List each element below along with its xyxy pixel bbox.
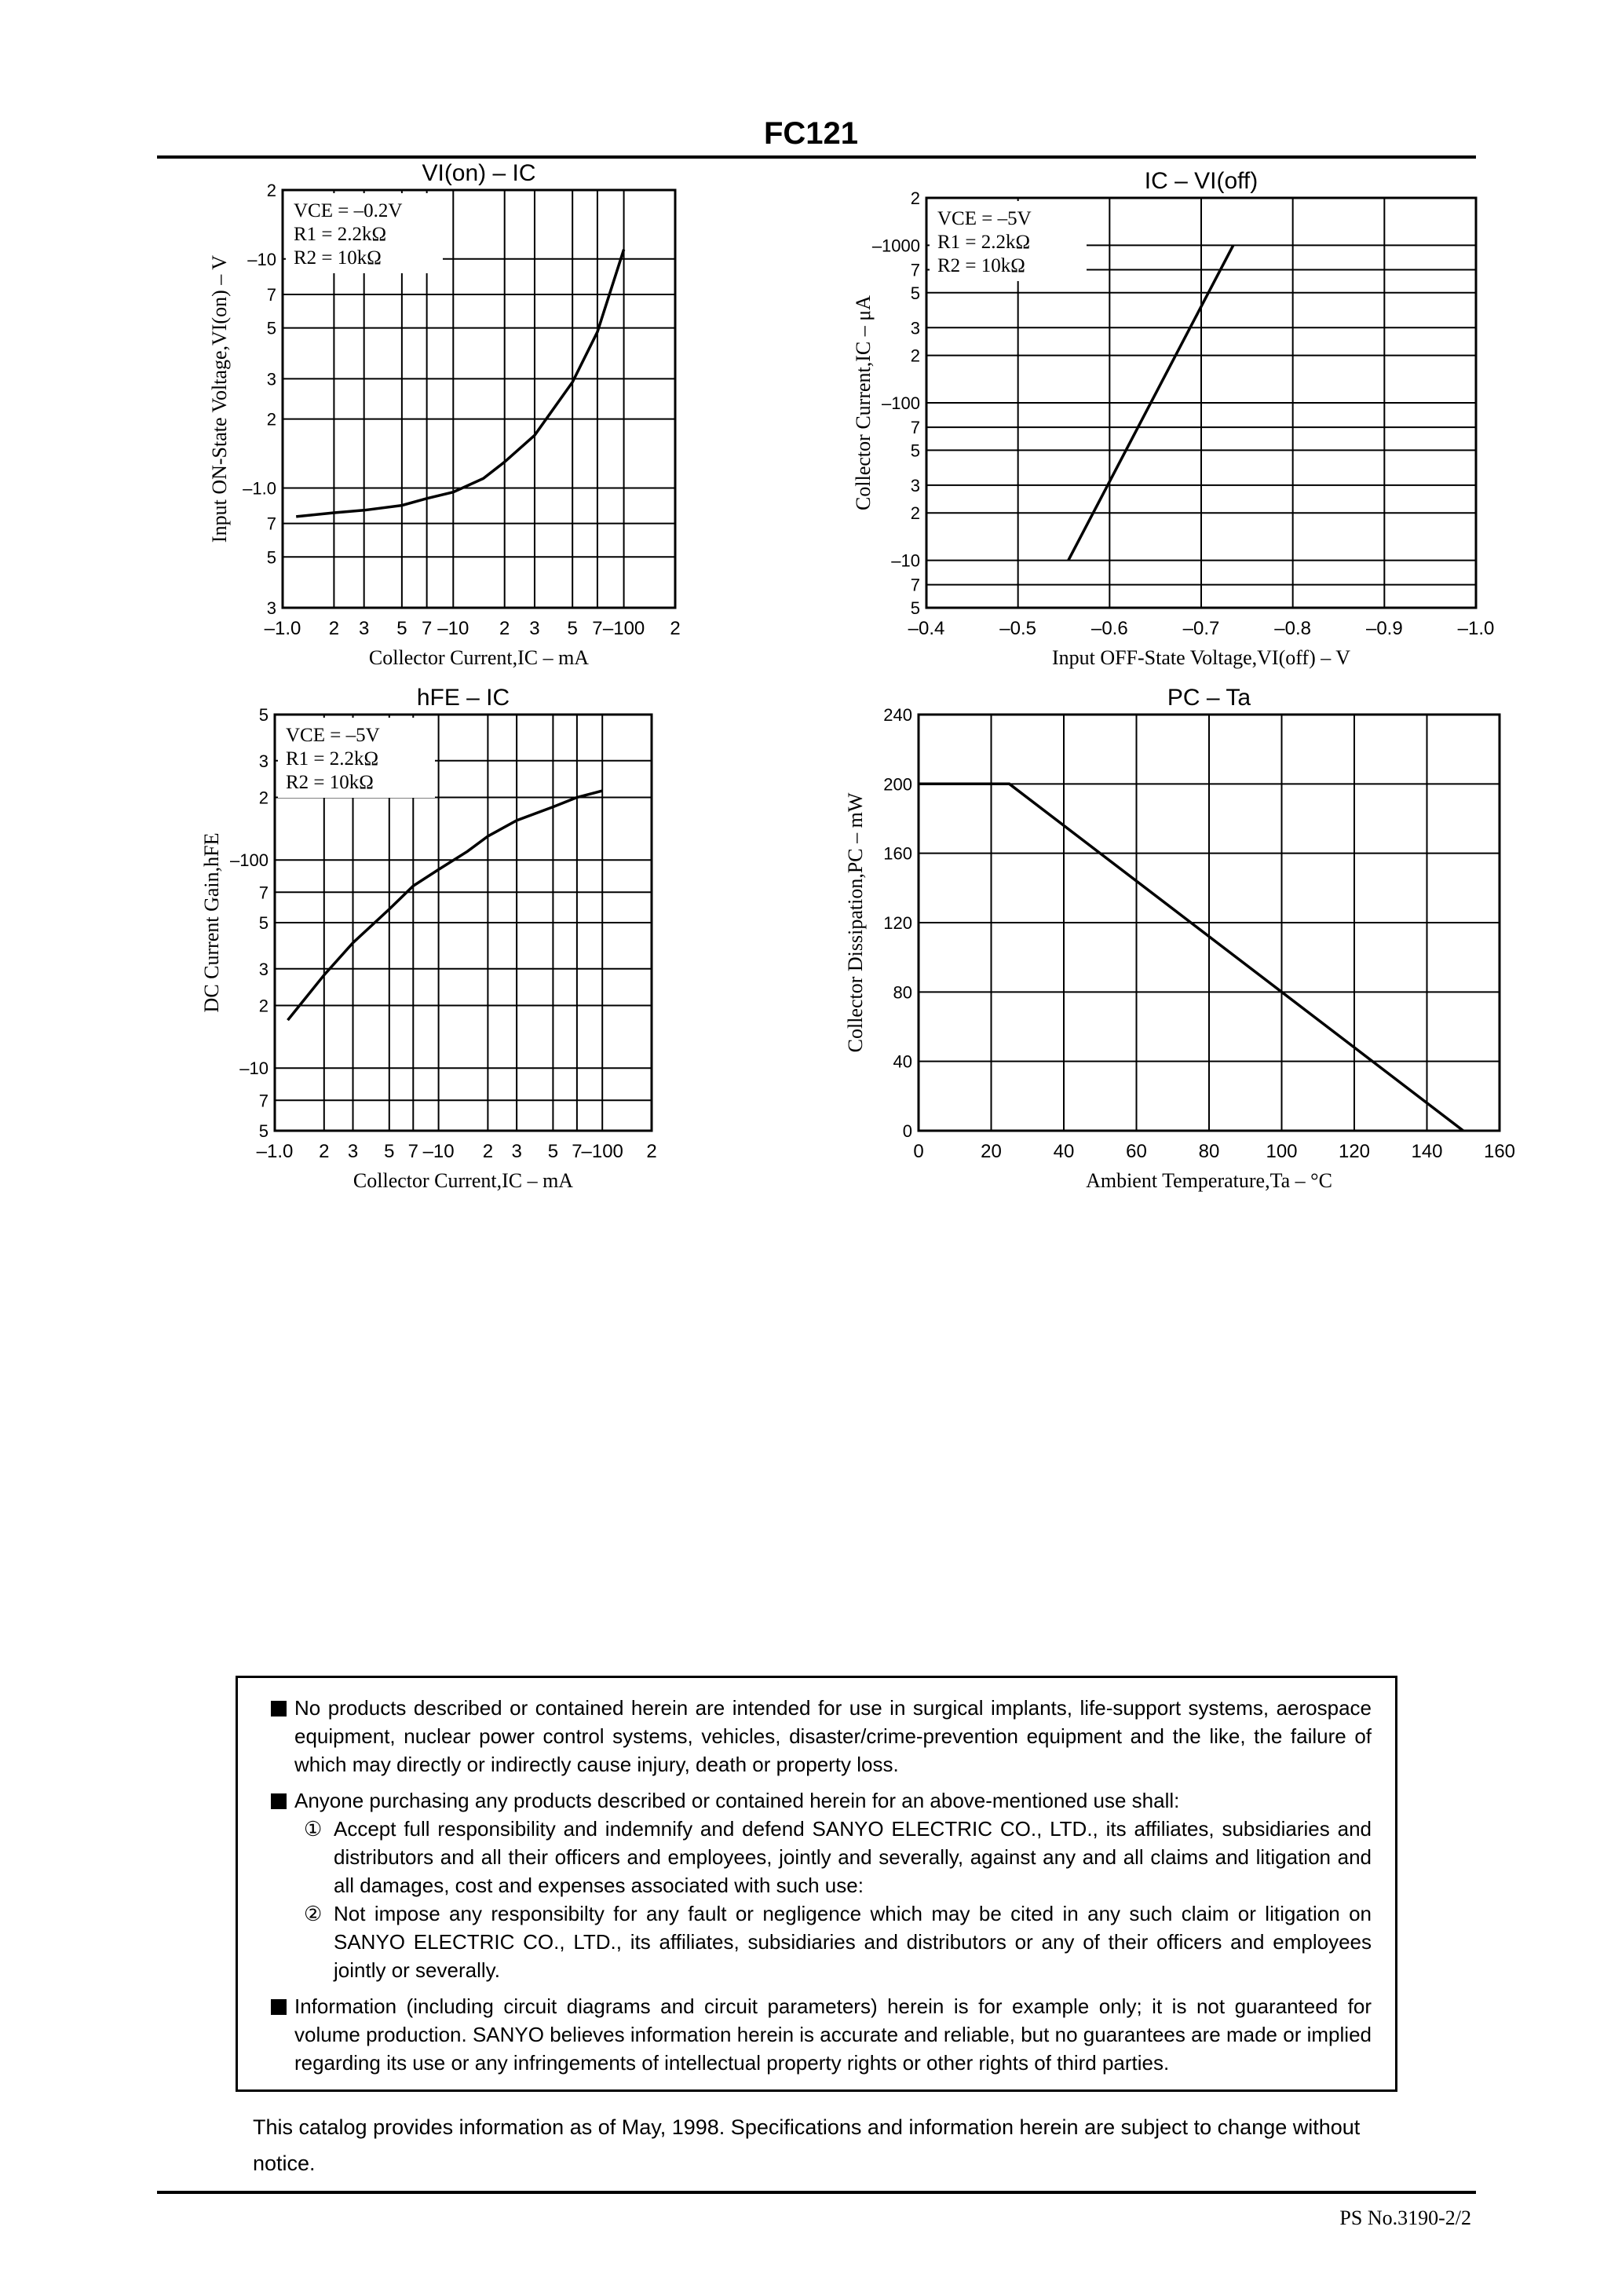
y-tick-label: 3 — [258, 751, 269, 771]
x-tick-label: 20 — [981, 1141, 1002, 1162]
x-tick-label: –1.0 — [264, 618, 301, 639]
y-tick-label: 7 — [910, 260, 920, 280]
x-tick-label: 80 — [1198, 1141, 1220, 1162]
y-tick-label: 7 — [258, 883, 269, 903]
condition-label: R2 = 10kΩ — [294, 247, 382, 269]
condition-label: VCE = –5V — [286, 725, 380, 746]
y-tick-label: 2 — [910, 188, 920, 208]
y-axis-label: Collector Dissipation,PC – mW — [844, 792, 867, 1053]
y-tick-label: –100 — [230, 850, 269, 871]
x-tick-label: –0.5 — [999, 618, 1037, 639]
data-series-line — [296, 250, 623, 517]
y-tick-label: –10 — [891, 550, 920, 571]
y-tick-label: 5 — [258, 1121, 269, 1141]
disclaimer-text: Information (including circuit diagrams and circuit parameters) herein is for example only; it is not guaranteed for volume production. SANYO believes information herein is accurate and reliable, but no guarantees are made or implied regarding its use or any infringements of intellectual property rights or other rights of third parties. — [294, 1994, 1372, 2075]
catalog-notice: This catalog provides information as of May, 1998. Specifications and information herein are subject to change without notice. — [253, 2115, 1361, 2175]
circled-one-icon: ① — [304, 1817, 323, 1841]
x-tick-label: –0.4 — [908, 618, 945, 639]
chart-title: hFE – IC — [416, 685, 510, 711]
x-axis-label: Collector Current,IC – mA — [353, 1169, 574, 1192]
y-tick-label: 7 — [258, 1091, 269, 1111]
x-tick-label: –100 — [602, 618, 645, 639]
y-tick-label: 40 — [893, 1051, 912, 1072]
y-tick-label: –1.0 — [243, 478, 276, 499]
data-series-line — [288, 791, 603, 1020]
disclaimer-text: Accept full responsibility and indemnify and defend SANYO ELECTRIC CO., LTD., its affiliates, subsidiaries and distributors and all their officers and employees, jointly and severally, against any and all claims and litigation and all damages, cost and expenses associated with such use: — [334, 1817, 1372, 1897]
x-tick-label: 5 — [396, 618, 407, 639]
chart-hfe-ic — [173, 675, 801, 1194]
disclaimer-paragraph — [271, 1694, 1372, 1779]
y-tick-label: 120 — [883, 913, 912, 933]
condition-label: R1 = 2.2kΩ — [286, 748, 379, 770]
y-tick-label: 2 — [258, 788, 269, 808]
y-tick-label: 0 — [902, 1121, 912, 1141]
x-tick-label: 2 — [319, 1141, 330, 1162]
condition-label: R1 = 2.2kΩ — [937, 232, 1031, 253]
x-tick-label: 40 — [1053, 1141, 1075, 1162]
x-tick-label: 100 — [1266, 1141, 1298, 1162]
disclaimer-subitem — [271, 1899, 1372, 1984]
x-tick-label: 160 — [1483, 1141, 1516, 1162]
square-bullet-icon — [271, 1999, 287, 2015]
x-tick-label: 140 — [1411, 1141, 1443, 1162]
disclaimer-box — [236, 1676, 1397, 2092]
x-tick-label: 7 — [421, 618, 433, 639]
y-tick-label: 2 — [910, 503, 920, 524]
x-tick-label: –100 — [581, 1141, 623, 1162]
y-tick-label: –100 — [882, 393, 920, 413]
disclaimer-paragraph — [271, 1786, 1372, 1815]
x-tick-label: 3 — [529, 618, 540, 639]
x-tick-label: 7 — [407, 1141, 418, 1162]
x-axis-label: Ambient Temperature,Ta – °C — [1086, 1169, 1332, 1192]
condition-label: R2 = 10kΩ — [937, 255, 1025, 276]
y-tick-label: –1000 — [871, 236, 920, 256]
x-tick-label: 2 — [646, 1141, 657, 1162]
y-axis-label: Collector Current,IC – μA — [852, 295, 875, 510]
chart-title: VI(on) – IC — [422, 160, 536, 186]
y-axis-label: DC Current Gain,hFE — [200, 832, 223, 1013]
condition-label: VCE = –0.2V — [294, 200, 403, 221]
y-tick-label: 2 — [258, 996, 269, 1016]
y-tick-label: 7 — [266, 284, 276, 305]
y-axis-label: Input ON-State Voltage,VI(on) – V — [208, 254, 231, 543]
y-tick-label: 3 — [910, 475, 920, 495]
x-tick-label: –0.7 — [1182, 618, 1220, 639]
disclaimer-paragraph — [271, 1992, 1372, 2077]
chart-title: IC – VI(off) — [1144, 168, 1259, 194]
square-bullet-icon — [271, 1793, 287, 1809]
disclaimer-subitem — [271, 1815, 1372, 1899]
chart-title: PC – Ta — [1167, 685, 1251, 711]
y-tick-label: 2 — [266, 181, 276, 200]
y-tick-label: –10 — [239, 1058, 269, 1079]
condition-label: R2 = 10kΩ — [286, 772, 374, 793]
y-tick-label: 5 — [910, 441, 920, 461]
x-tick-label: 3 — [358, 618, 370, 639]
y-tick-label: 5 — [910, 598, 920, 618]
data-series-line — [919, 784, 1463, 1131]
x-tick-label: 3 — [347, 1141, 359, 1162]
y-tick-label: 5 — [910, 283, 920, 303]
y-tick-label: –10 — [247, 249, 276, 269]
x-axis-label: Input OFF-State Voltage,VI(off) – V — [1051, 646, 1351, 669]
x-tick-label: 2 — [499, 618, 510, 639]
y-tick-label: 5 — [266, 318, 276, 338]
x-tick-label: 0 — [913, 1141, 924, 1162]
y-tick-label: 2 — [266, 409, 276, 430]
x-tick-label: 60 — [1126, 1141, 1147, 1162]
y-tick-label: 3 — [266, 369, 276, 389]
y-tick-label: 7 — [266, 514, 276, 534]
circled-two-icon: ② — [304, 1902, 323, 1925]
x-tick-label: –0.6 — [1090, 618, 1128, 639]
x-tick-label: 3 — [511, 1141, 522, 1162]
x-tick-label: 5 — [384, 1141, 395, 1162]
y-tick-label: 5 — [258, 913, 269, 933]
x-axis-label: Collector Current,IC – mA — [368, 646, 590, 669]
disclaimer-text: No products described or contained herein are intended for use in surgical implants, life-support systems, aerospace equipment, nuclear power control systems, vehicles, disaster/crime-prevention equipment and the like, the failure of which may directly or indirectly cause injury, death or property loss. — [294, 1696, 1372, 1776]
x-tick-label: –0.8 — [1274, 618, 1312, 639]
disclaimer-text: Not impose any responsibilty for any fault or negligence which may be cited in any such claim or litigation on SANYO ELECTRIC CO., LTD., its affiliates, subsidiaries and distributors or any of their officers and employees jointly or severally. — [334, 1902, 1372, 1982]
x-tick-label: 2 — [482, 1141, 494, 1162]
document-number: PS No.3190-2/2 — [1339, 2206, 1471, 2229]
disclaimer-text: Anyone purchasing any products described or contained herein for an above-mentioned use shall: — [294, 1789, 1180, 1812]
x-tick-label: –10 — [422, 1141, 455, 1162]
x-tick-label: 7 — [572, 1141, 583, 1162]
chart-vion-ic — [173, 157, 801, 667]
x-tick-label: 2 — [670, 618, 681, 639]
y-tick-label: 5 — [258, 705, 269, 725]
y-tick-label: 240 — [883, 705, 912, 725]
page-title: FC121 — [763, 116, 859, 151]
condition-label: VCE = –5V — [937, 208, 1032, 229]
condition-label: R1 = 2.2kΩ — [294, 224, 387, 245]
x-tick-label: –10 — [437, 618, 469, 639]
y-tick-label: 3 — [910, 318, 920, 338]
chart-ic-vioff — [832, 157, 1495, 669]
y-tick-label: 5 — [266, 547, 276, 568]
square-bullet-icon — [271, 1701, 287, 1717]
x-tick-label: –1.0 — [256, 1141, 294, 1162]
y-tick-label: 7 — [910, 418, 920, 438]
chart-pc-ta — [832, 675, 1516, 1194]
y-tick-label: 2 — [910, 345, 920, 366]
x-tick-label: 5 — [567, 618, 578, 639]
y-tick-label: 3 — [258, 959, 269, 979]
y-tick-label: 3 — [266, 598, 276, 618]
x-tick-label: –0.9 — [1365, 618, 1403, 639]
x-tick-label: 2 — [328, 618, 340, 639]
y-tick-label: 160 — [883, 843, 912, 864]
x-tick-label: 7 — [592, 618, 603, 639]
footer-rule — [157, 2191, 1476, 2194]
x-tick-label: 120 — [1338, 1141, 1371, 1162]
x-tick-label: 5 — [547, 1141, 559, 1162]
y-tick-label: 200 — [883, 774, 912, 795]
y-tick-label: 7 — [910, 575, 920, 595]
x-tick-label: –1.0 — [1457, 618, 1495, 639]
y-tick-label: 80 — [893, 982, 912, 1003]
